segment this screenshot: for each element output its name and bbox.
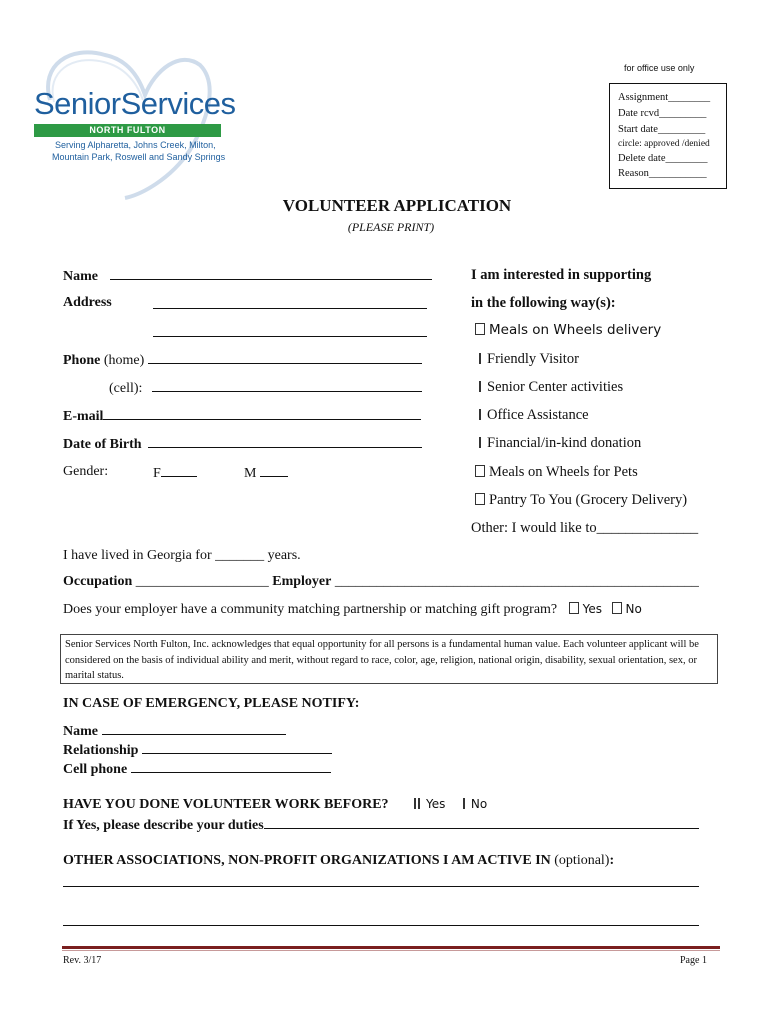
phone-home-label: (home): [103, 353, 145, 368]
revision-label: Rev. 3/17: [63, 955, 102, 966]
option-meals-for-pets[interactable]: [475, 464, 638, 481]
address-field-1[interactable]: [153, 296, 427, 309]
emergency-cell-row: [63, 760, 331, 778]
logo-wordmark: SeniorServices: [34, 86, 236, 121]
option-senior-center[interactable]: [479, 379, 623, 396]
checkbox-icon[interactable]: [479, 437, 481, 448]
associations-optional: (optional): [554, 853, 610, 868]
office-line-reason: Reason___________: [618, 168, 707, 179]
form-title: VOLUNTEER APPLICATION: [282, 196, 512, 215]
email-row: [63, 407, 421, 425]
address-row: [63, 295, 112, 311]
address-field-2[interactable]: [153, 324, 427, 337]
checkbox-yes-icon-2[interactable]: [418, 798, 420, 809]
email-label: E-mail: [63, 409, 104, 424]
interest-heading-2: in the following way(s):: [471, 295, 616, 311]
page-number: Page 1: [680, 955, 707, 966]
checkbox-icon[interactable]: [475, 465, 485, 477]
footer-rule-thin: [62, 950, 720, 951]
interest-heading-1: I am interested in supporting: [471, 267, 652, 283]
phone-cell-label: (cell):: [109, 381, 143, 396]
emergency-relationship-field[interactable]: [142, 741, 332, 754]
associations-row: [63, 853, 614, 869]
office-line-date-rcvd: Date rcvd_________: [618, 108, 707, 119]
matching-no-label: No: [625, 602, 642, 616]
describe-duties-label: If Yes, please describe your duties: [63, 818, 264, 833]
gender-m-field[interactable]: [260, 464, 288, 477]
emergency-name-row: [63, 722, 286, 740]
option-label: Friendly Visitor: [487, 351, 579, 367]
volunteer-before-question: HAVE YOU DONE VOLUNTEER WORK BEFORE?: [63, 797, 389, 812]
occupation-label: Occupation: [63, 574, 133, 589]
office-caption: for office use only: [624, 63, 695, 73]
phone-cell-field[interactable]: [152, 379, 422, 392]
option-label: Office Assistance: [487, 407, 589, 423]
volunteer-yes-label: Yes: [426, 797, 446, 811]
phone-cell-row: [109, 379, 422, 397]
eeo-statement: Senior Services North Fulton, Inc. acknowledges that equal opportunity for all persons is a fundamental human value. Each volunteer applicant will be considered on the basis of individual ability and merit, without regard to race, color, age, religion, national origin, disability, sexual orientation, sex, or marital status.: [60, 634, 718, 684]
office-use-box: [609, 83, 727, 189]
dob-field[interactable]: [148, 435, 422, 448]
logo-tagline-2: Mountain Park, Roswell and Sandy Springs: [52, 152, 226, 162]
associations-colon: :: [609, 853, 615, 868]
occupation-employer-row: [63, 574, 699, 590]
logo-tagline-1: Serving Alpharetta, Johns Creek, Milton,: [55, 140, 216, 150]
describe-duties-field[interactable]: [264, 816, 699, 829]
office-line-start-date: Start date_________: [618, 124, 706, 135]
georgia-years[interactable]: I have lived in Georgia for _______ years.: [63, 548, 301, 563]
employer-field[interactable]: ____________________________________________________: [334, 574, 699, 589]
checkbox-icon[interactable]: [479, 409, 481, 420]
emergency-name-label: Name: [63, 724, 98, 739]
option-office-assistance[interactable]: [479, 407, 589, 424]
option-label: Meals on Wheels delivery: [489, 322, 662, 338]
gender-f-label: F: [153, 466, 161, 481]
gender-m-label: M: [244, 466, 257, 481]
checkbox-yes-icon[interactable]: [569, 602, 579, 614]
option-pantry-to-you[interactable]: [475, 492, 687, 509]
occupation-field[interactable]: ___________________: [135, 574, 269, 589]
checkbox-icon[interactable]: [475, 493, 485, 505]
office-line-circle: circle: approved /denied: [618, 139, 710, 149]
checkbox-icon[interactable]: [479, 353, 481, 364]
dob-row: [63, 435, 422, 453]
describe-duties-row: [63, 816, 699, 834]
emergency-relationship-row: [63, 741, 332, 759]
matching-yes-label: Yes: [582, 602, 603, 616]
volunteer-no-label: No: [470, 797, 488, 811]
checkbox-icon[interactable]: [479, 381, 481, 392]
gender-f-field[interactable]: [161, 464, 197, 477]
phone-label: Phone: [63, 353, 101, 368]
name-label: Name: [63, 269, 98, 284]
footer-rule: [62, 946, 720, 949]
option-financial-donation[interactable]: [479, 435, 641, 452]
name-field[interactable]: [110, 267, 432, 280]
emergency-heading: IN CASE OF EMERGENCY, PLEASE NOTIFY:: [63, 696, 360, 711]
checkbox-icon[interactable]: [475, 323, 485, 335]
dob-label: Date of Birth: [63, 437, 142, 452]
phone-home-field[interactable]: [148, 351, 422, 364]
emergency-relationship-label: Relationship: [63, 743, 139, 758]
email-field[interactable]: [103, 407, 421, 420]
checkbox-no-icon[interactable]: [612, 602, 622, 614]
associations-field-2[interactable]: [63, 913, 699, 926]
option-meals-on-wheels[interactable]: [475, 322, 661, 339]
office-line-delete-date: Delete date________: [618, 153, 708, 164]
emergency-cell-label: Cell phone: [63, 762, 128, 777]
logo-bar: NORTH FULTON: [34, 124, 221, 137]
volunteer-before-row: [63, 797, 487, 813]
option-friendly-visitor[interactable]: [479, 351, 579, 368]
option-label: Pantry To You (Grocery Delivery): [489, 492, 688, 508]
gender-m-row: [244, 464, 288, 482]
matching-row: [63, 602, 642, 618]
associations-field-1[interactable]: [63, 874, 699, 887]
option-label: Financial/in-kind donation: [487, 435, 642, 451]
form-subtitle: (PLEASE PRINT): [347, 220, 435, 234]
associations-heading: OTHER ASSOCIATIONS, NON-PROFIT ORGANIZATIONS I AM ACTIVE IN: [63, 853, 551, 868]
emergency-name-field[interactable]: [102, 722, 286, 735]
gender-f-row: [153, 464, 197, 482]
office-line-assignment: Assignment________: [618, 92, 711, 103]
matching-question: Does your employer have a community matching partnership or matching gift program?: [63, 602, 558, 617]
option-other[interactable]: Other: I would like to______________: [471, 520, 699, 536]
option-label: Meals on Wheels for Pets: [489, 464, 638, 480]
checkbox-no-icon[interactable]: [463, 798, 465, 809]
name-row: [63, 267, 432, 285]
checkbox-yes-icon[interactable]: [414, 798, 416, 809]
option-label: Senior Center activities: [487, 379, 624, 395]
emergency-cell-field[interactable]: [131, 760, 331, 773]
employer-label: Employer: [272, 574, 332, 589]
gender-label: Gender:: [63, 464, 109, 479]
phone-home-row: [63, 351, 422, 369]
address-label: Address: [63, 295, 112, 310]
